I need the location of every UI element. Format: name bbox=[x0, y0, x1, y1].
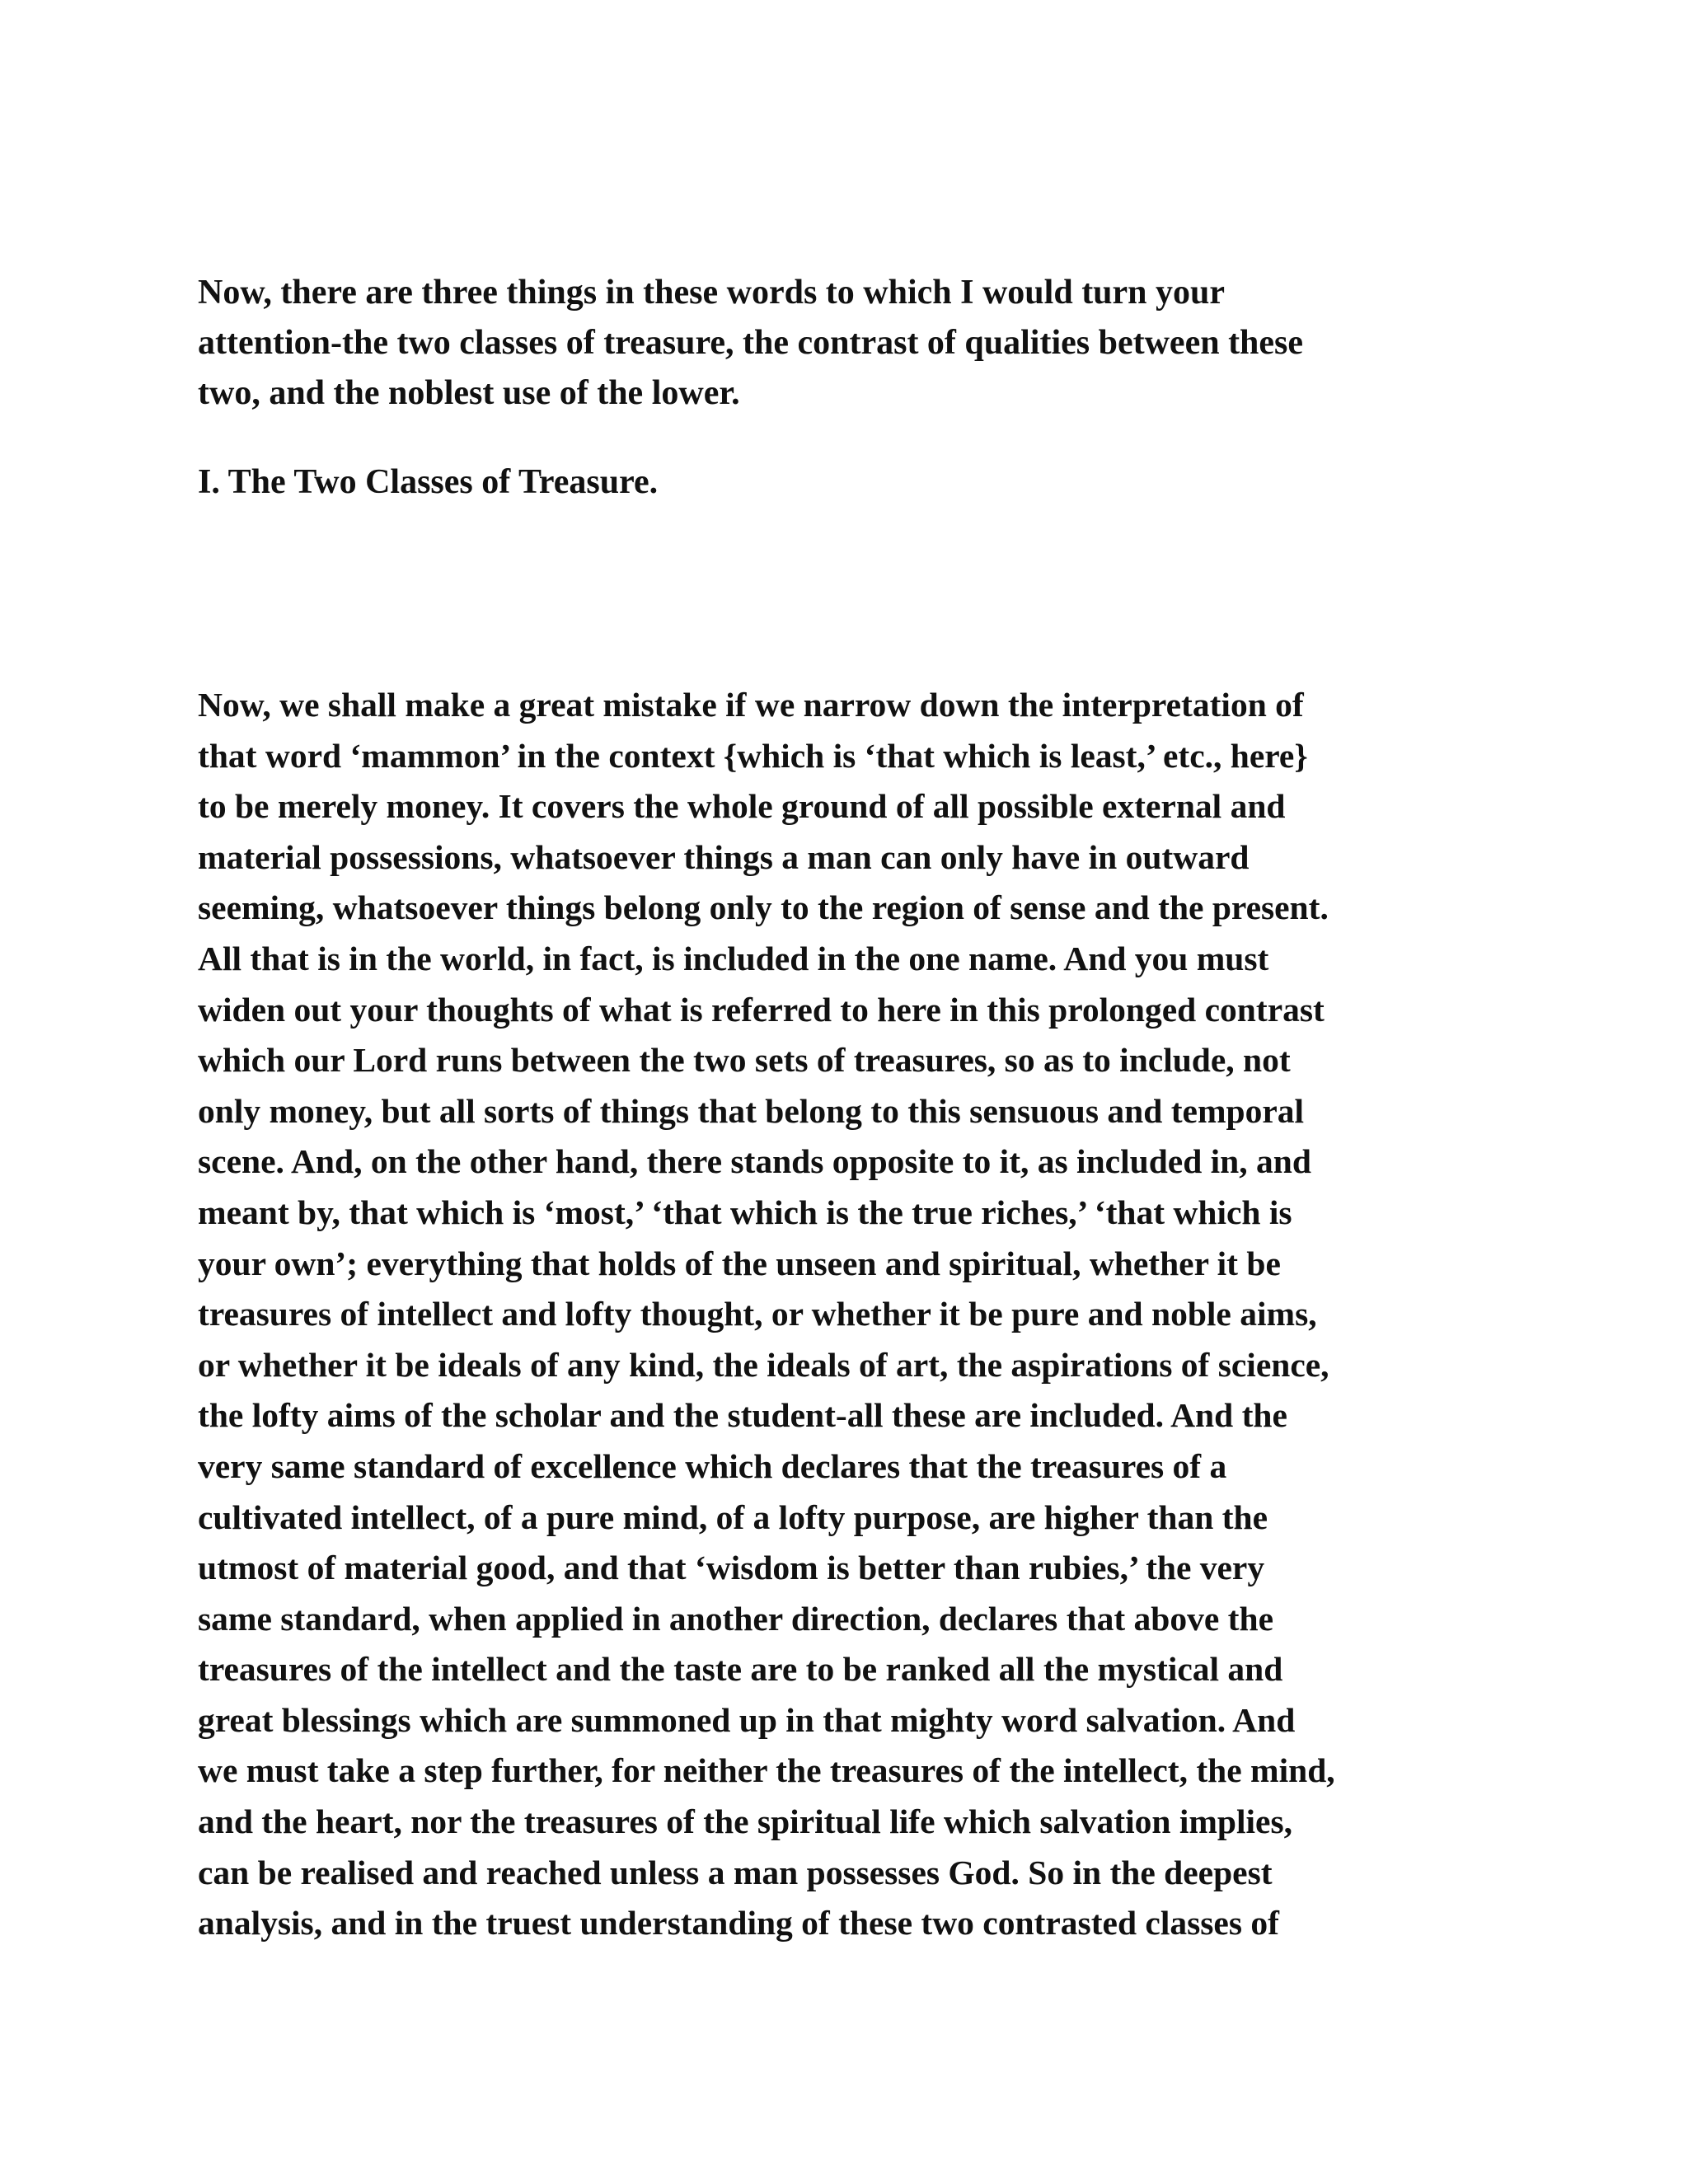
body-line: scene. And, on the other hand, there stands opposite to it, as included in, and bbox=[198, 1142, 1311, 1181]
body-line: and the heart, nor the treasures of the spiritual life which salvation implies, bbox=[198, 1802, 1292, 1841]
body-line: material possessions, whatsoever things a man can only have in outward bbox=[198, 837, 1250, 876]
intro-line: two, and the noblest use of the lower. bbox=[198, 374, 740, 412]
body-line: or whether it be ideals of any kind, the ideals of art, the aspirations of science, bbox=[198, 1345, 1329, 1384]
body-line: great blessings which are summoned up in that mighty word salvation. And bbox=[198, 1700, 1296, 1739]
body-line: seeming, whatsoever things belong only to the region of sense and the present. bbox=[198, 888, 1329, 927]
body-line: that word ‘mammon’ in the context {which is ‘that which is least,’ etc., here} bbox=[198, 736, 1308, 775]
body-line: same standard, when applied in another direction, declares that above the bbox=[198, 1599, 1274, 1638]
section-heading: I. The Two Classes of Treasure. bbox=[198, 463, 659, 501]
intro-line: attention-the two classes of treasure, the contrast of qualities between these bbox=[198, 324, 1304, 362]
body-line: we must take a step further, for neither the treasures of the intellect, the mind, bbox=[198, 1751, 1335, 1790]
body-line: treasures of intellect and lofty thought, or whether it be pure and noble aims, bbox=[198, 1295, 1317, 1333]
body-line: analysis, and in the truest understanding of these two contrasted classes of bbox=[198, 1904, 1279, 1943]
intro-paragraph bbox=[198, 268, 1500, 419]
body-line: cultivated intellect, of a pure mind, of a lofty purpose, are higher than the bbox=[198, 1497, 1268, 1536]
body-line: utmost of material good, and that ‘wisdom is better than rubies,’ the very bbox=[198, 1549, 1265, 1587]
body-line: All that is in the world, in fact, is included in the one name. And you must bbox=[198, 939, 1269, 977]
intro-line: Now, there are three things in these words to which I would turn your bbox=[198, 274, 1226, 312]
body-line: to be merely money. It covers the whole ground of all possible external and bbox=[198, 787, 1286, 826]
body-paragraph bbox=[198, 680, 1500, 1949]
body-line: which our Lord runs between the two sets of treasures, so as to include, not bbox=[198, 1041, 1291, 1080]
body-line: very same standard of excellence which declares that the treasures of a bbox=[198, 1446, 1227, 1485]
body-line: your own’; everything that holds of the unseen and spiritual, whether it be bbox=[198, 1244, 1281, 1282]
body-line: treasures of the intellect and the taste are to be ranked all the mystical and bbox=[198, 1650, 1283, 1689]
body-line: can be realised and reached unless a man possesses God. So in the deepest bbox=[198, 1853, 1273, 1891]
body-line: widen out your thoughts of what is referred to here in this prolonged contrast bbox=[198, 990, 1325, 1029]
body-line: meant by, that which is ‘most,’ ‘that which is the true riches,’ ‘that which is bbox=[198, 1193, 1292, 1231]
body-line: the lofty aims of the scholar and the student-all these are included. And the bbox=[198, 1396, 1287, 1435]
body-line: only money, but all sorts of things that belong to this sensuous and temporal bbox=[198, 1091, 1305, 1130]
body-line: Now, we shall make a great mistake if we narrow down the interpretation of bbox=[198, 686, 1304, 724]
